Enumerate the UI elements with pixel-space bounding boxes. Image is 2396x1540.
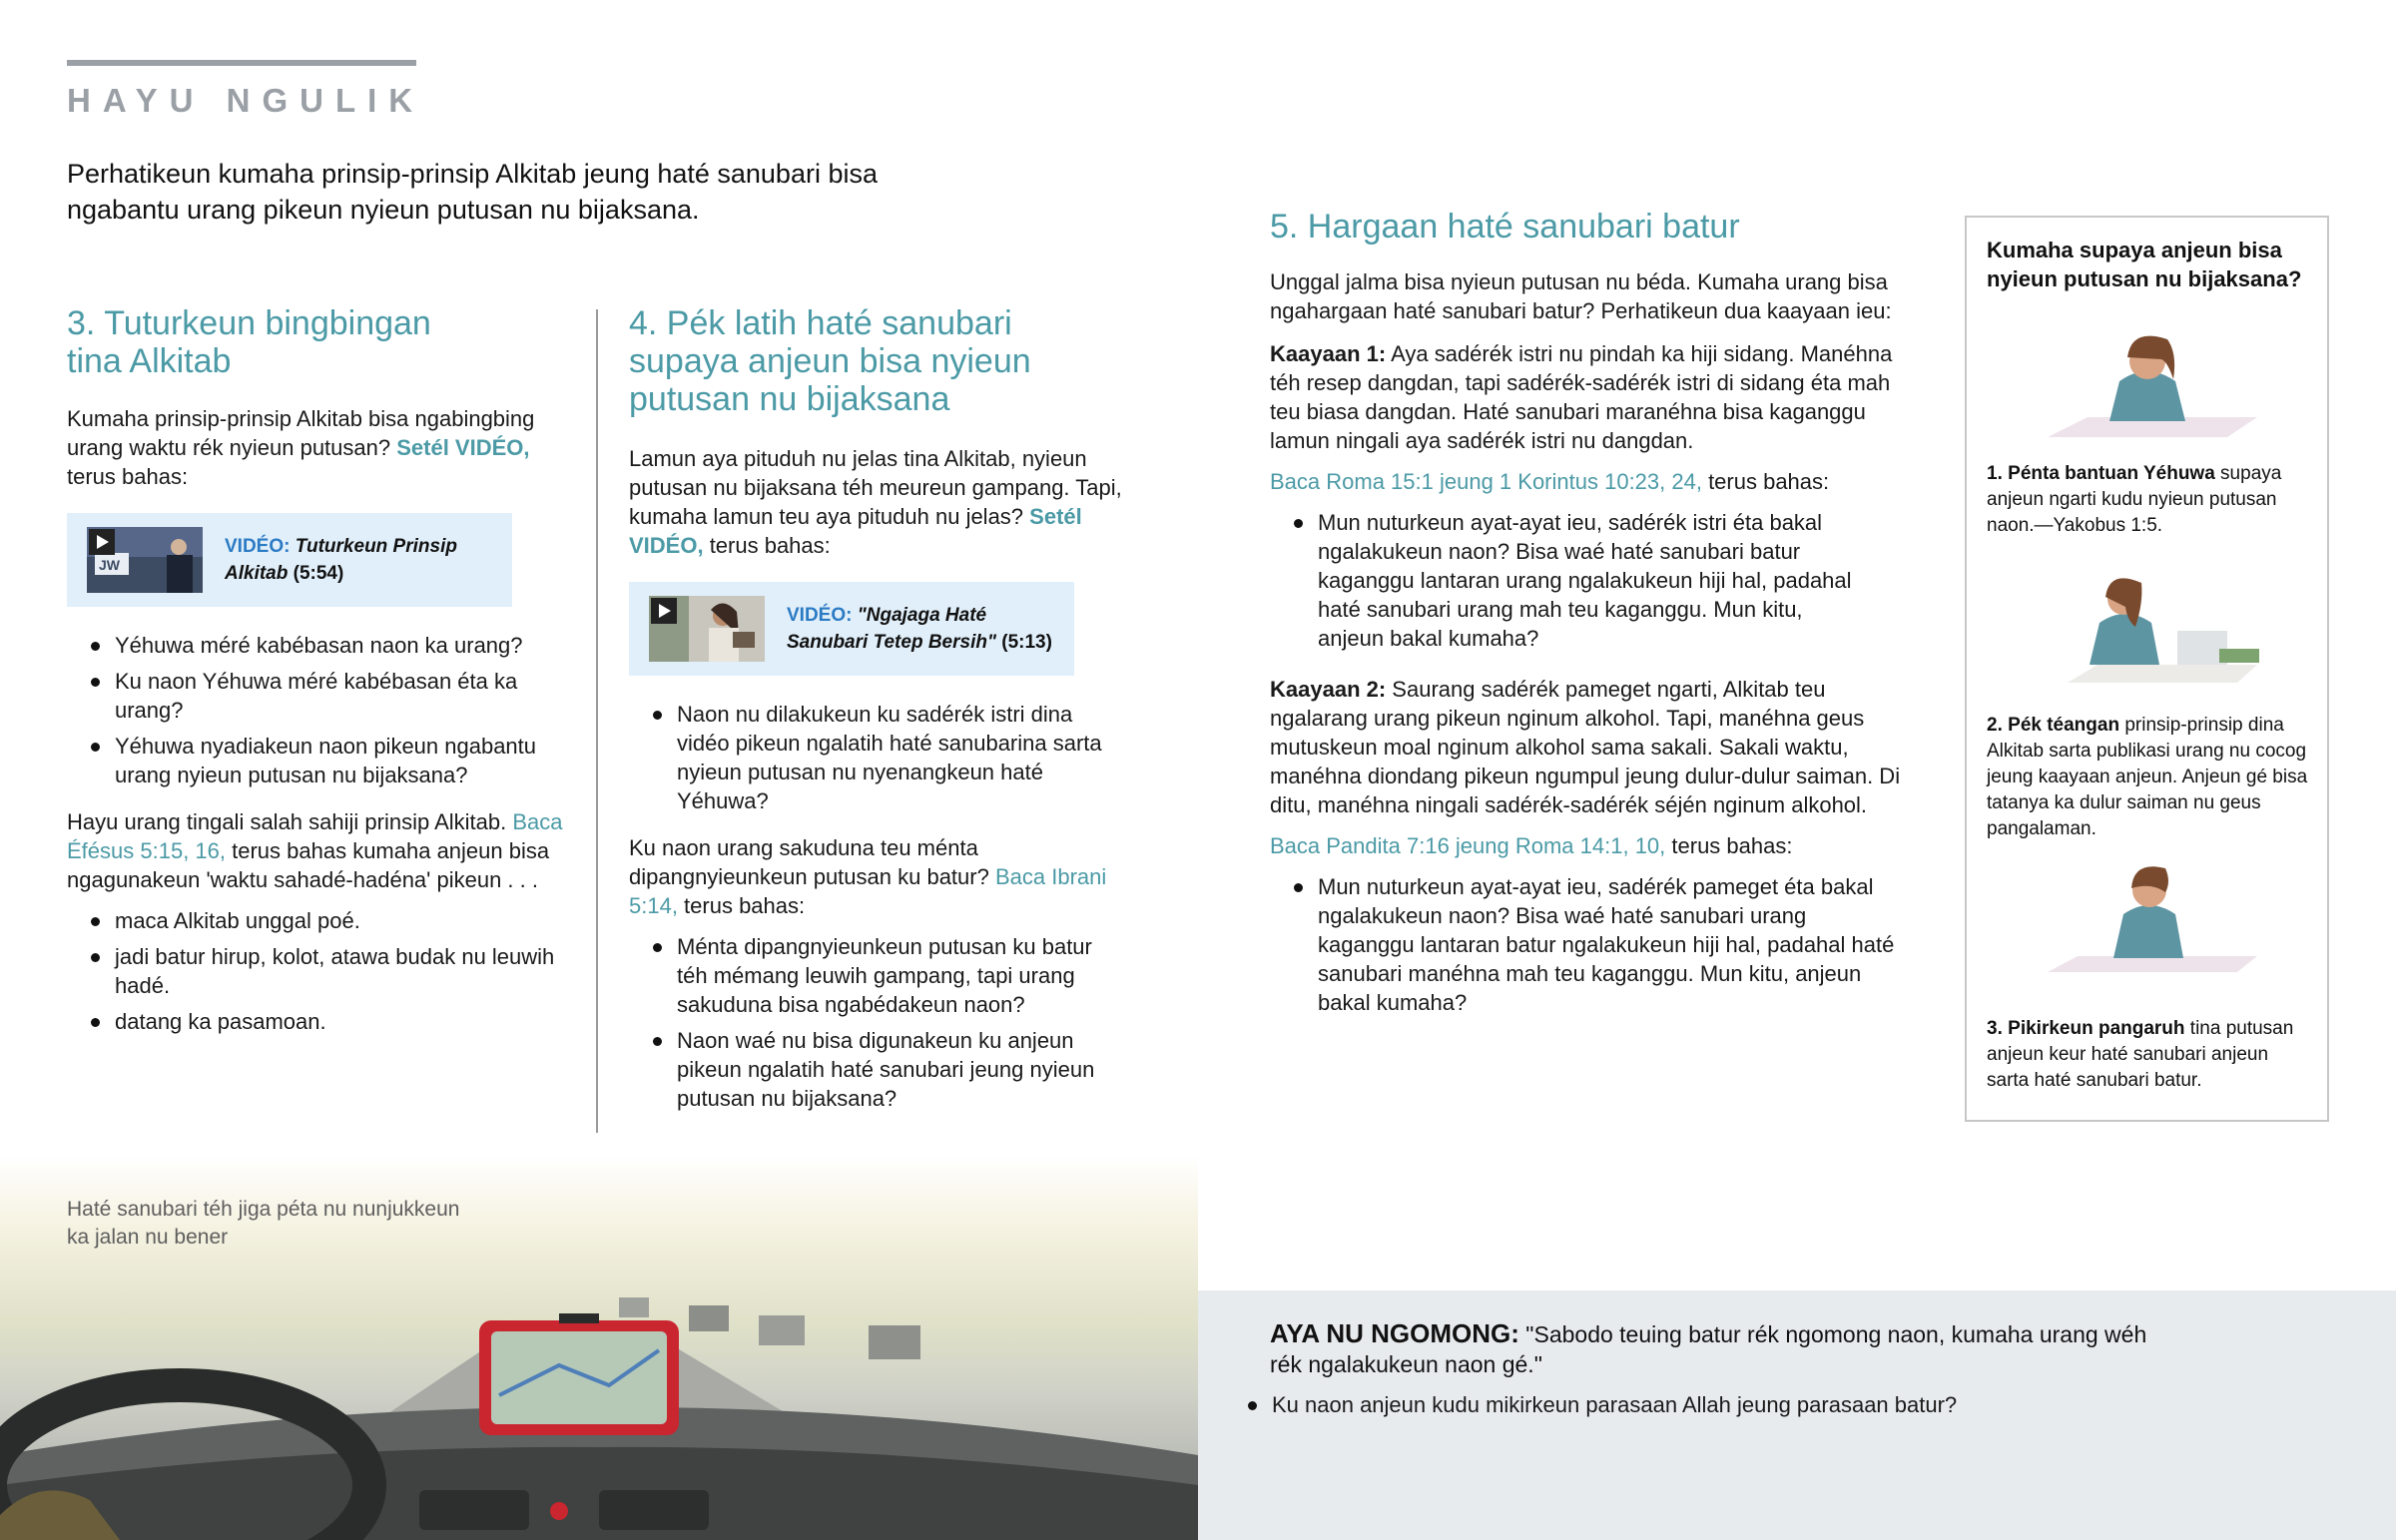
video-thumbnail[interactable] [649, 596, 765, 662]
step-3: 3. Pikirkeun pangaruh tina putusan anjeun keur haté sanubari anjeun sarta haté sanubari batur. [1987, 1018, 2294, 1091]
case-2: Kaayaan 2: Saurang sadérék pameget ngarti, Alkitab teu ngalarang urang pikeun nginum alkohol. Tapi, manéhna geus mutuskeun moal nginum alkohol sama sakali. Sakali waktu, manéhna diondang pikeun ngumpul jeung dulur-dulur saiman. Di ditu, manéhna ningali sadérék-sadérék séjén nginum alkohol. [1270, 677, 1901, 817]
list-item: Ku naon Yéhuwa méré kabébasan éta ka urang? [91, 667, 566, 725]
section-4-questions [653, 700, 1128, 815]
video-label[interactable]: VIDÉO: "Ngajaga Haté Sanubari Tetep Bersih" (5:13) [787, 605, 1052, 653]
list-item: datang ka pasamoan. [91, 1007, 566, 1036]
list-item: jadi batur hirup, kolot, atawa budak nu leuwih hadé. [91, 942, 566, 1000]
scripture-link[interactable]: Baca Ibrani 5:14, [629, 864, 1107, 918]
section-4-title: 4. Pék latih haté sanubari supaya anjeun bisa nyieun putusan nu bijaksana [629, 304, 1031, 418]
case-1: Kaayaan 1: Aya sadérék istri nu pindah ka hiji sidang. Manéhna téh resep dangdan, tapi sadérék-sadérék istri di sidang éta mah teu biasa dangdan. Haté sanubari maranéhna bisa kaganggu lamun ningali aya sadérék istri nu dangdan. [1270, 341, 1893, 453]
decision-steps-box [1965, 216, 2329, 1122]
video-thumbnail[interactable] [87, 527, 203, 593]
play-icon[interactable] [651, 598, 677, 624]
section-3-title: 3. Tuturkeun bingbingan tina Alkitab [67, 304, 431, 380]
section-4-paragraph-2: Ku naon urang sakuduna teu ménta dipangnyieunkeun putusan ku batur? Baca Ibrani 5:14, terus bahas: [629, 835, 1107, 918]
video-card-2[interactable] [629, 582, 1074, 676]
section-3 [67, 304, 566, 1054]
woman-thinking-illustration [2028, 852, 2267, 982]
section-5-intro: Unggal jalma bisa nyieun putusan nu béda. Kumaha urang bisa ngahargaan haté sanubari batur? Perhatikeun dua kaayaan ieu: [1270, 269, 1892, 323]
section-4-list-2 [653, 932, 1128, 1113]
section-3-list-2 [91, 906, 566, 1036]
list-item: Naon waé nu bisa digunakeun ku anjeun pikeun ngalatih haté sanubari jeung nyieun putusan nu bijaksana? [653, 1026, 1128, 1113]
section-3-questions [91, 631, 566, 789]
list-item: Ménta dipangnyieunkeun putusan ku batur téh mémang leuwih gampang, tapi urang sakuduna bisa ngabédakeun naon? [653, 932, 1128, 1019]
section-5 [1270, 208, 1929, 1035]
scripture-link[interactable]: Baca Roma 15:1 jeung 1 Korintus 10:23, 24, [1270, 469, 1702, 494]
svg-text:JW: JW [99, 557, 120, 573]
section-3-paragraph-1: Kumaha prinsip-prinsip Alkitab bisa ngabingbing urang waktu rék nyieun putusan? Setél VIDÉO, terus bahas: [67, 406, 535, 489]
read-2: Baca Pandita 7:16 jeung Roma 14:1, 10, terus bahas: [1270, 833, 1793, 858]
step-1: 1. Pénta bantuan Yéhuwa supaya anjeun ngarti kudu nyieun putusan naon.—Yakobus 1:5. [1987, 463, 2282, 536]
play-icon[interactable] [89, 529, 115, 555]
header-rule [67, 60, 416, 66]
section-5-list-1 [1294, 508, 1853, 653]
scripture-link[interactable]: Baca Pandita 7:16 jeung Roma 14:1, 10, [1270, 833, 1666, 858]
play-video-link[interactable]: Setél VIDÉO, [629, 504, 1082, 558]
list-item: Yéhuwa nyadiakeun naon pikeun ngabantu urang nyieun putusan nu bijaksana? [91, 732, 566, 789]
intro-text: Perhatikeun kumaha prinsip-prinsip Alkitab jeung haté sanubari bisa ngabantu urang pikeun nyieun putusan nu bijaksana. [67, 159, 878, 225]
objection-question [1248, 1390, 2246, 1426]
page-title: HAYU NGULIK [67, 82, 425, 119]
play-video-link[interactable]: Setél VIDÉO, [396, 435, 530, 460]
section-5-list-2 [1294, 872, 1903, 1017]
list-item: maca Alkitab unggal poé. [91, 906, 566, 935]
list-item: Yéhuwa méré kabébasan naon ka urang? [91, 631, 566, 660]
woman-researching-illustration [2028, 553, 2267, 693]
section-4 [629, 304, 1128, 1131]
sidebar-title: Kumaha supaya anjeun bisa nyieun putusan nu bijaksana? [1987, 238, 2302, 291]
list-item: Mun nuturkeun ayat-ayat ieu, sadérék istri éta bakal ngalakukeun naon? Bisa waé haté sanubari batur kaganggu lantaran urang ngalakukeun hiji hal, padahal haté sanubari urang mah teu kaganggu. Mun kitu, anjeun bakal kumaha? [1294, 508, 1853, 653]
column-divider [596, 309, 598, 1133]
section-3-paragraph-2: Hayu urang tingali salah sahiji prinsip Alkitab. Baca Éfésus 5:15, 16, terus bahas kumaha anjeun bisa ngagunakeun 'waktu sahadé-hadéna' pikeun . . . [67, 809, 563, 892]
objection-panel [1198, 1290, 2396, 1540]
list-item: Ku naon anjeun kudu mikirkeun parasaan Allah jeung parasaan batur? [1248, 1390, 2246, 1419]
woman-praying-illustration [2028, 317, 2267, 447]
section-5-title: 5. Hargaan haté sanubari batur [1270, 208, 1740, 246]
list-item: Naon nu dilakukeun ku sadérék istri dina vidéo pikeun ngalatih haté sanubarina sarta nyieun putusan nu nyenangkeun haté Yéhuwa? [653, 700, 1128, 815]
video-card-1[interactable] [67, 513, 512, 607]
section-4-paragraph-1: Lamun aya pituduh nu jelas tina Alkitab, nyieun putusan nu bijaksana téh meureun gampang. Tapi, kumaha lamun teu aya pituduh nu jelas? Setél VIDÉO, terus bahas: [629, 446, 1122, 558]
list-item: Mun nuturkeun ayat-ayat ieu, sadérék pameget éta bakal ngalakukeun naon? Bisa waé haté sanubari urang kaganggu lantaran batur ngalakukeun hiji hal, padahal haté sanubari manéhna mah teu kaganggu. Mun kitu, anjeun bakal kumaha? [1294, 872, 1903, 1017]
step-2: 2. Pék téangan prinsip-prinsip dina Alkitab sarta publikasi urang nu cocog jeung kaayaan anjeun. Anjeun gé bisa tatanya ka dulur saiman nu geus pangalaman. [1987, 715, 2308, 839]
video-label[interactable]: VIDÉO: Tuturkeun Prinsip Alkitab (5:54) [225, 536, 457, 584]
objection-quote: AYA NU NGOMONG: "Sabodo teuing batur rék ngomong naon, kumaha urang wéh rék ngalakukeun naon gé." [1270, 1318, 2147, 1377]
scripture-link[interactable]: Baca Éfésus 5:15, 16, [67, 809, 563, 863]
read-1: Baca Roma 15:1 jeung 1 Korintus 10:23, 24, terus bahas: [1270, 469, 1830, 494]
photo-caption: Haté sanubari téh jiga péta nu nunjukkeun ka jalan nu bener [67, 1198, 460, 1249]
